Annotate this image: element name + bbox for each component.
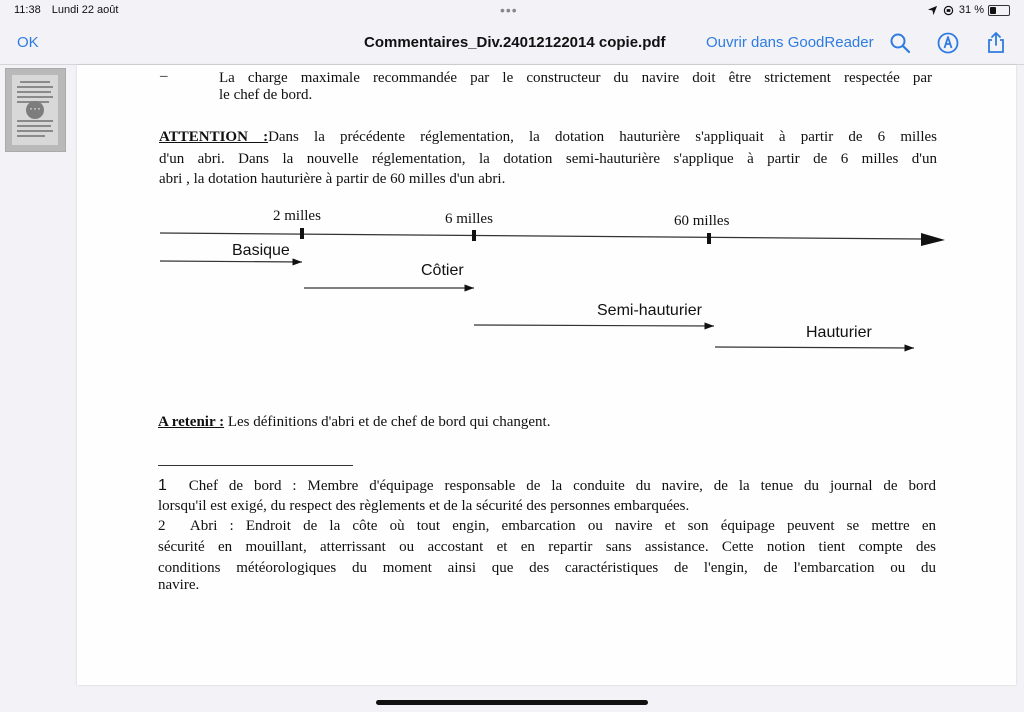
ok-button[interactable]: OK <box>17 34 39 51</box>
axis-arrowhead <box>921 233 945 246</box>
zone-label-cotier: Côtier <box>421 262 464 279</box>
share-icon[interactable] <box>984 31 1008 55</box>
retenir-text: Les définitions d'abri et de chef de bord qui changent. <box>224 414 551 430</box>
footnote-1-text-1: Chef de bord : Membre d'équipage responsable de la conduite du navire, de la tenue du journal de bord <box>188 478 937 494</box>
basique-arrow <box>160 261 302 262</box>
footnote-2-line-3: conditions météorologiques du moment ainsi que des caractéristiques de l'engin, de l'embarcation ou du <box>158 560 936 576</box>
search-icon[interactable] <box>888 31 912 55</box>
footnote-2-text-1: Abri : Endroit de la côte où tout engin, embarcation ou navire et son équipage peuvent se mettre en <box>189 518 937 534</box>
footnote-2-line-2: sécurité en mouillant, atterrissant ou accostant et en repartir sans assistance. Cette notion tient compte des <box>158 539 936 555</box>
multitasking-dots-icon[interactable]: ••• <box>500 2 518 18</box>
page-thumbnail[interactable] <box>5 68 66 152</box>
attention-paragraph-line-1 <box>159 129 937 146</box>
bullet-line-1: La charge maximale recommandée par le constructeur du navire doit être strictement respectée par <box>219 70 932 86</box>
status-date: Lundi 22 août <box>51 4 119 16</box>
tick-6-milles <box>472 230 476 241</box>
battery-icon <box>988 5 1010 16</box>
footnote-2-line-4: navire. <box>158 577 200 593</box>
footnote-1-line-2: lorsqu'il est exigé, du respect des règlements et de la sécurité des personnes embarquées. <box>158 498 690 514</box>
location-icon <box>927 5 938 16</box>
attention-text-1: Dans la précédente réglementation, la dotation hauturière s'appliquait à partir de 6 milles <box>268 129 937 145</box>
pdf-page <box>77 65 1016 685</box>
markup-pen-icon[interactable] <box>936 31 960 55</box>
zone-label-semi-hauturier: Semi-hauturier <box>597 302 702 319</box>
attention-label: ATTENTION : <box>159 129 269 145</box>
retenir-line <box>158 414 550 431</box>
mark-label-60-milles: 60 milles <box>674 213 730 229</box>
tick-60-milles <box>707 233 711 244</box>
battery-level <box>990 7 996 14</box>
bullet-dash: – <box>160 68 168 84</box>
footnote-2-number: 2 <box>158 518 166 534</box>
bullet-line-2: le chef de bord. <box>219 87 313 103</box>
status-left <box>14 4 126 16</box>
retenir-label: A retenir : <box>158 414 225 430</box>
footnote-1-line-1 <box>158 477 936 495</box>
navigation-bar <box>0 22 1024 65</box>
footnote-separator <box>158 465 353 466</box>
mark-label-6-milles: 6 milles <box>445 211 493 227</box>
distance-diagram <box>77 195 1016 365</box>
status-time: 11:38 <box>14 4 41 16</box>
open-in-goodreader-button[interactable]: Ouvrir dans GoodReader <box>706 34 874 51</box>
footnote-1-number: 1 <box>158 477 167 494</box>
home-indicator[interactable] <box>376 700 648 705</box>
battery-percent: 31 % <box>958 4 984 16</box>
status-right <box>927 4 1010 16</box>
hauturier-arrow <box>715 347 914 348</box>
zone-label-hauturier: Hauturier <box>806 324 872 341</box>
orientation-lock-icon <box>942 5 955 16</box>
zone-label-basique: Basique <box>232 242 290 259</box>
tick-2-milles <box>300 228 304 239</box>
attention-line-3: abri , la dotation hauturière à partir de 60 milles d'un abri. <box>159 171 506 187</box>
semi-hauturier-arrow <box>474 325 714 326</box>
attention-line-2: d'un abri. Dans la nouvelle réglementation, la dotation semi-hauturière s'applique à partir de 6 milles d'un <box>159 151 937 167</box>
document-title: Commentaires_Div.24012122014 copie.pdf <box>364 34 666 51</box>
ellipsis-icon[interactable]: ··· <box>26 101 44 119</box>
footnote-2-line-1 <box>158 518 936 535</box>
status-bar <box>0 0 1024 22</box>
main-axis-line <box>160 233 922 239</box>
mark-label-2-milles: 2 milles <box>273 208 321 224</box>
